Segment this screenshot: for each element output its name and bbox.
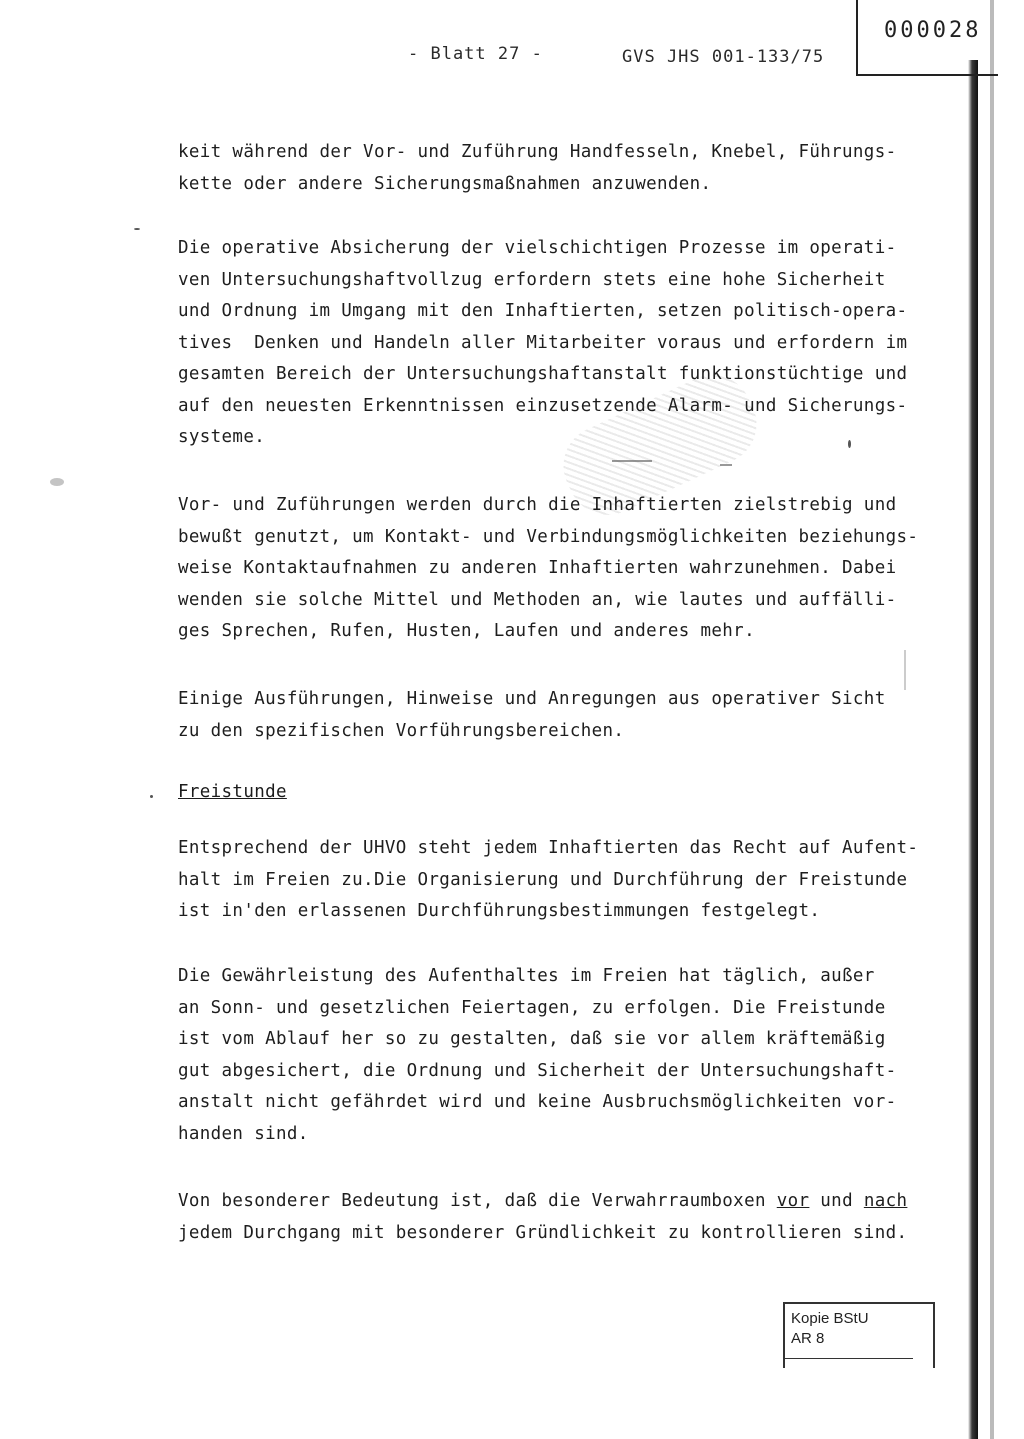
text-line: ges Sprechen, Rufen, Husten, Laufen und anderes mehr. (178, 621, 755, 641)
text-line: Die operative Absicherung der vielschichtigen Prozesse im operati- (178, 238, 897, 258)
stamp-underline (783, 1358, 913, 1359)
scan-speck (904, 650, 906, 690)
text-line: tives Denken und Handeln aller Mitarbeiter voraus und erfordern im (178, 332, 908, 353)
stamp-line-2: AR 8 (791, 1330, 825, 1347)
text-line: handen sind. (178, 1123, 309, 1144)
text-line: anstalt nicht gefährdet wird und keine Ausbruchsmöglichkeiten vor- (178, 1092, 897, 1112)
page-number: 000028 (884, 18, 982, 43)
stamp-line-1: Kopie BStU (791, 1310, 869, 1327)
text-line: weise Kontaktaufnahmen zu anderen Inhaftierten wahrzunehmen. Dabei (178, 558, 897, 578)
paragraph-1 (178, 137, 938, 200)
text-line: kette oder andere Sicherungsmaßnahmen anzuwenden. (178, 173, 712, 194)
scan-speck (134, 228, 140, 230)
text-line: ist vom Ablauf her so zu gestalten, daß sie vor allem kräftemäßig (178, 1029, 886, 1049)
text-line: bewußt genutzt, um Kontakt- und Verbindungsmöglichkeiten beziehungs- (178, 526, 919, 547)
paragraph-3 (178, 490, 938, 648)
text-line: gut abgesichert, die Ordnung und Sicherheit der Untersuchungshaft- (178, 1060, 897, 1081)
text-line: wenden sie solche Mittel und Methoden an, wie lautes und auffälli- (178, 589, 897, 610)
text-line (178, 1186, 938, 1218)
text-line: ven Untersuchungshaftvollzug erfordern stets eine hohe Sicherheit (178, 269, 886, 290)
scan-speck (848, 440, 851, 448)
section-paragraph-3 (178, 1186, 938, 1249)
underlined-word-nach: nach (863, 1191, 908, 1211)
text-line: ist in'den erlassenen Durchführungsbestimmungen festgelegt. (178, 901, 821, 921)
section-paragraph-2 (178, 961, 938, 1150)
text-line: auf den neuesten Erkenntnissen einzusetzende Alarm- und Sicherungs- (178, 395, 908, 416)
text-line: Entsprechend der UHVO steht jedem Inhaftierten das Recht auf Aufent- (178, 838, 919, 858)
text-line: Die Gewährleistung des Aufenthaltes im Freien hat täglich, außer (178, 966, 875, 986)
scan-speck (150, 795, 153, 798)
paragraph-2 (178, 233, 938, 454)
scan-speck (720, 464, 732, 466)
underlined-word-vor: vor (776, 1191, 810, 1211)
scan-speck (612, 460, 652, 462)
text-line: jedem Durchgang mit besonderer Gründlichkeit zu kontrollieren sind. (178, 1222, 908, 1243)
text-line: keit während der Vor- und Zuführung Handfesseln, Knebel, Führungs- (178, 142, 897, 162)
text-fragment: Von besonderer Bedeutung ist, daß die Verwahrraumboxen (178, 1191, 777, 1211)
sheet-label: - Blatt 27 - (408, 44, 543, 64)
text-line: an Sonn- und gesetzlichen Feiertagen, zu erfolgen. Die Freistunde (178, 997, 886, 1018)
text-line: und Ordnung im Umgang mit den Inhaftierten, setzen politisch-opera- (178, 301, 908, 321)
classification-label: GVS JHS 001-133/75 (622, 47, 825, 67)
text-line: gesamten Bereich der Untersuchungshaftanstalt funktionstüchtige und (178, 364, 908, 384)
text-line: halt im Freien zu.Die Organisierung und Durchführung der Freistunde (178, 869, 908, 890)
text-fragment: und (809, 1191, 864, 1211)
text-line: systeme. (178, 427, 266, 447)
section-paragraph-1 (178, 833, 938, 928)
scan-speck (50, 478, 64, 486)
scan-edge-shadow (968, 60, 978, 1439)
text-line: Einige Ausführungen, Hinweise und Anregungen aus operativer Sicht (178, 689, 886, 709)
text-line: zu den spezifischen Vorführungsbereichen. (178, 720, 625, 741)
paragraph-4 (178, 684, 938, 747)
text-line: Vor- und Zuführungen werden durch die Inhaftierten zielstrebig und (178, 495, 897, 515)
section-heading: Freistunde (178, 782, 287, 802)
scan-edge-line (990, 0, 994, 1439)
